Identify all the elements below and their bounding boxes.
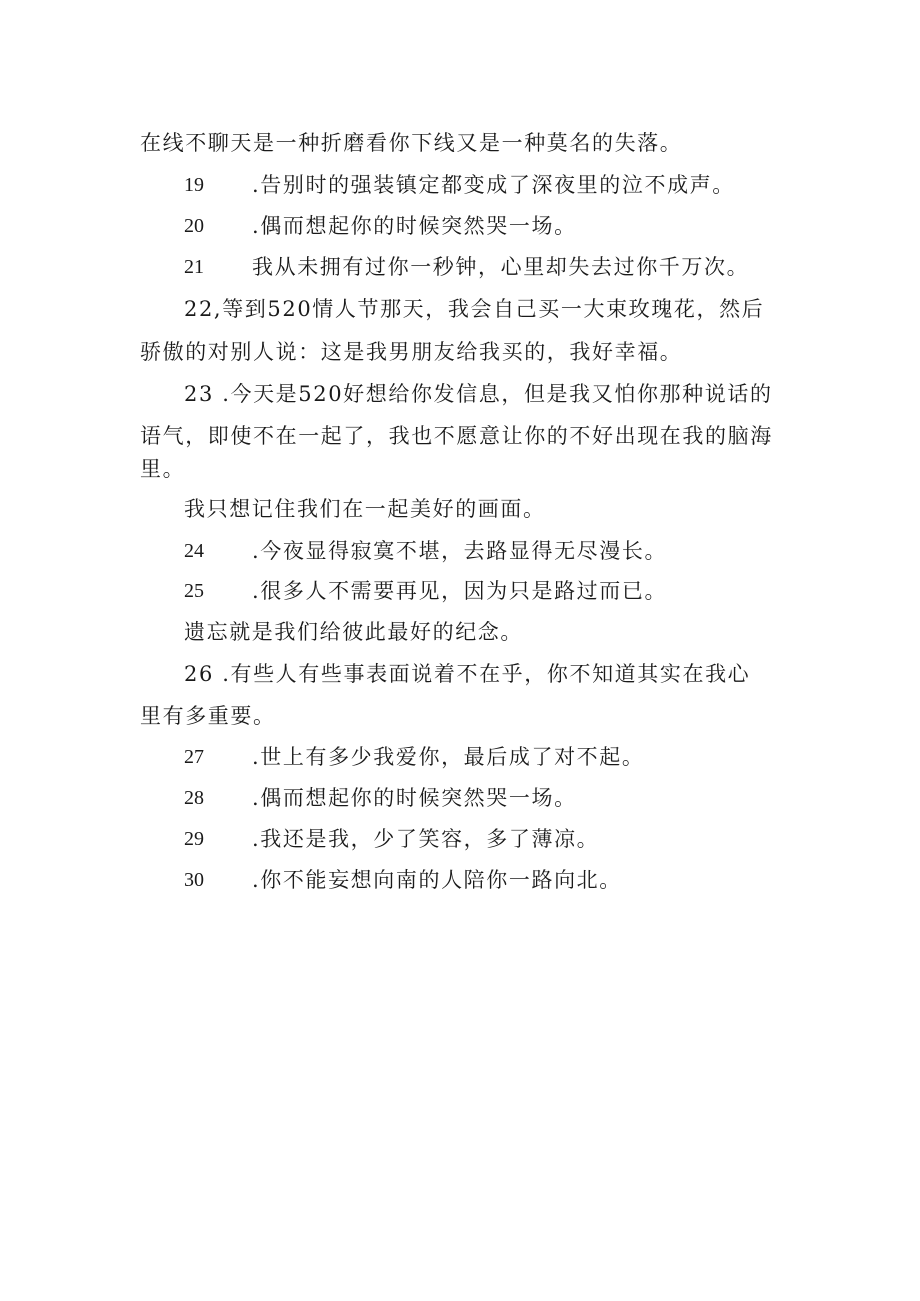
item-text: .世上有多少我爱你，最后成了对不起。 xyxy=(252,745,645,769)
item-text: .告别时的强装镇定都变成了深夜里的泣不成声。 xyxy=(252,173,735,197)
item-text: 里有多重要。 xyxy=(140,704,276,728)
item-text: .偶而想起你的时候突然哭一场。 xyxy=(252,214,577,238)
item-number: 21 xyxy=(184,256,204,278)
item-text: 语气，即使不在一起了，我也不愿意让你的不好出现在我的脑海 xyxy=(140,424,773,448)
item-text: 23 .今天是520好想给你发信息，但是我又怕你那种说话的 xyxy=(184,382,773,406)
text-line: 在线不聊天是一种折磨看你下线又是一种莫名的失落。 xyxy=(140,131,683,155)
item-text: .你不能妄想向南的人陪你一路向北。 xyxy=(252,868,622,892)
item-number: 25 xyxy=(184,580,204,602)
item-text: 我从未拥有过你一秒钟，心里却失去过你千万次。 xyxy=(252,255,750,279)
item-number: 20 xyxy=(184,215,204,237)
item-number: 24 xyxy=(184,540,204,562)
item-text: .今夜显得寂寞不堪，去路显得无尽漫长。 xyxy=(252,539,668,563)
item-number: 30 xyxy=(184,869,204,891)
item-text: 里。 xyxy=(140,457,186,481)
paragraph: 我只想记住我们在一起美好的画面。 xyxy=(184,497,546,521)
paragraph: 遗忘就是我们给彼此最好的纪念。 xyxy=(184,620,523,644)
item-text: .很多人不需要再见，因为只是路过而已。 xyxy=(252,579,668,603)
item-text: .我还是我，少了笑容，多了薄凉。 xyxy=(252,827,600,851)
item-text: 26 .有些人有些事表面说着不在乎，你不知道其实在我心 xyxy=(184,662,751,686)
item-text: .偶而想起你的时候突然哭一场。 xyxy=(252,786,577,810)
item-text: 22,等到520情人节那天，我会自己买一大束玫瑰花，然后 xyxy=(184,297,765,321)
item-number: 19 xyxy=(184,174,204,196)
item-number: 29 xyxy=(184,828,204,850)
item-number: 27 xyxy=(184,746,204,768)
item-text: 骄傲的对别人说：这是我男朋友给我买的，我好幸福。 xyxy=(140,340,683,364)
item-number: 28 xyxy=(184,787,204,809)
